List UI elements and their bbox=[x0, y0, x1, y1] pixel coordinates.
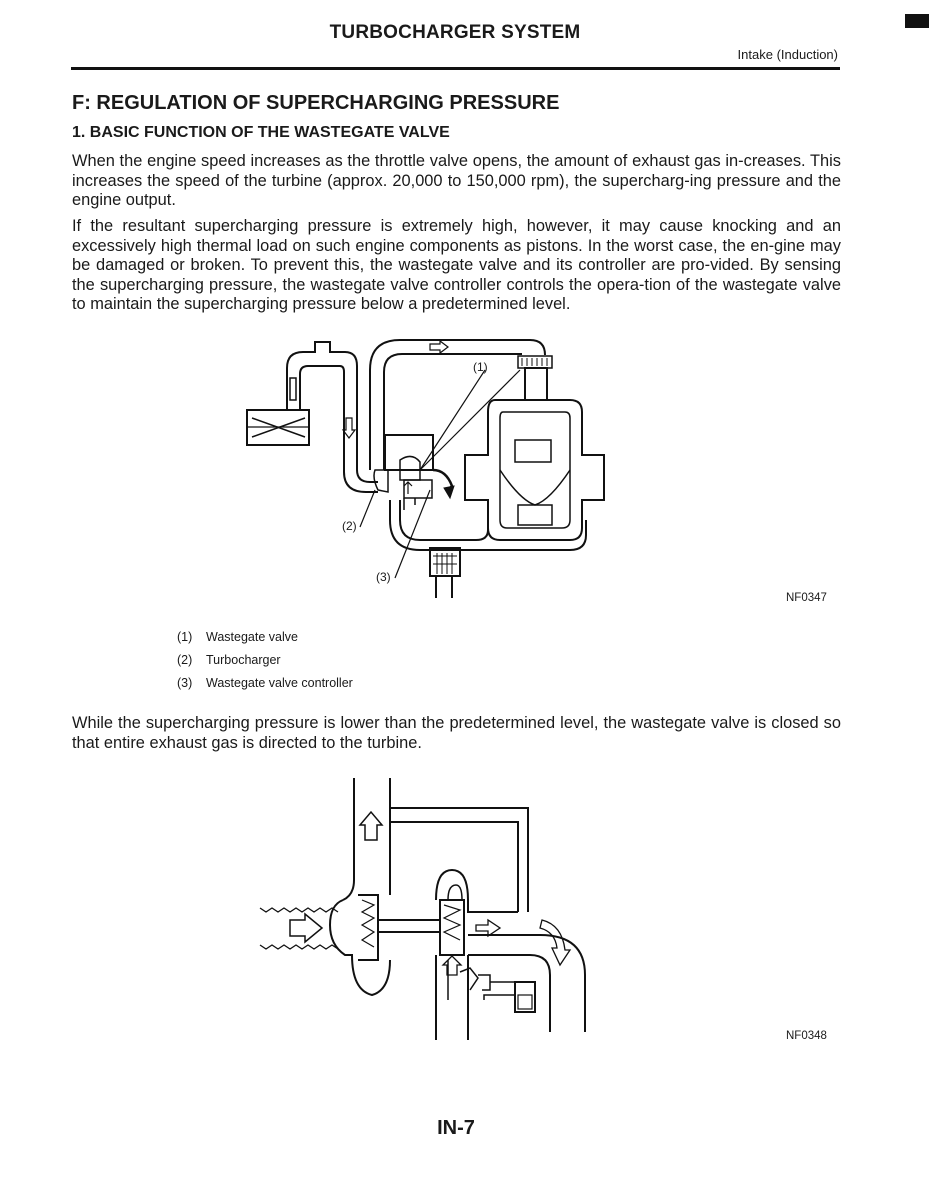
legend-item bbox=[177, 653, 353, 676]
page-header-title: TURBOCHARGER SYSTEM bbox=[329, 22, 581, 43]
legend-number: (3) bbox=[177, 676, 193, 690]
legend-item bbox=[177, 630, 353, 653]
inlet-wave-bottom bbox=[260, 945, 338, 949]
turbine-arrow-icon bbox=[476, 920, 500, 936]
subsection-title: 1. BASIC FUNCTION OF THE WASTEGATE VALVE bbox=[72, 124, 450, 141]
legend-number: (1) bbox=[177, 630, 193, 644]
paragraph-2: If the resultant supercharging pressure is extremely high, however, it may cause knocking and an excessively high thermal load on such engine components as pistons. In the worst case, the en-gine may be damaged or broken. To prevent this, the wastegate valve and its controller are pro-vided. By sensing the supercharging pressure, the wastegate valve controller controls the opera-tion of the wastegate valve to maintain the supercharging pressure below a predetermined level. bbox=[72, 217, 841, 313]
inlet-arrow-icon bbox=[290, 914, 322, 942]
figure-1-callout-2: (2) bbox=[342, 519, 357, 533]
exhaust-pipe-inner bbox=[400, 500, 488, 540]
intake-pipe-inner bbox=[300, 366, 378, 492]
figure-2-code: NF0348 bbox=[786, 1030, 827, 1042]
intake-box bbox=[247, 410, 309, 445]
right-arrow-icon bbox=[430, 341, 448, 353]
section-title: F: REGULATION OF SUPERCHARGING PRESSURE bbox=[72, 92, 560, 114]
exhaust-arrow-icon bbox=[540, 920, 570, 965]
exhaust-outlet bbox=[468, 935, 585, 1032]
turbo-shaft bbox=[378, 920, 440, 932]
legend-label: Wastegate valve bbox=[206, 630, 298, 644]
wastegate-controller bbox=[430, 548, 460, 576]
page-header-subtitle: Intake (Induction) bbox=[737, 47, 838, 62]
figure-1-callout-3: (3) bbox=[376, 570, 391, 584]
paragraph-3: While the supercharging pressure is lower than the predetermined level, the wastegate valve is closed so that entire exhaust gas is directed to the turbine. bbox=[72, 714, 841, 752]
compressor-housing bbox=[330, 900, 390, 995]
engine-block bbox=[465, 400, 604, 540]
header-rule bbox=[71, 67, 840, 70]
figure-1-callout-1: (1) bbox=[473, 360, 488, 374]
outlet-pipe-right bbox=[390, 778, 528, 912]
down-arrow-icon bbox=[343, 418, 355, 438]
intake-pipe-outer bbox=[287, 342, 378, 482]
figure-1-code: NF0347 bbox=[786, 592, 827, 604]
turbocharger-housing bbox=[385, 435, 433, 470]
bypass-arrow-icon bbox=[443, 956, 461, 975]
figure-1-legend bbox=[177, 630, 353, 699]
inlet-wave-top bbox=[260, 908, 338, 912]
wastegate-actuator bbox=[515, 982, 535, 1012]
page-number: IN-7 bbox=[437, 1117, 475, 1139]
legend-label: Wastegate valve controller bbox=[206, 676, 353, 690]
legend-label: Turbocharger bbox=[206, 653, 281, 667]
turbine-housing bbox=[436, 870, 518, 912]
paragraph-1: When the engine speed increases as the throttle valve opens, the amount of exhaust gas in-creases. This increases the speed of the turbine (approx. 20,000 to 150,000 rpm), the supercharg-ing pressure and the engine output. bbox=[72, 152, 841, 209]
legend-item bbox=[177, 676, 353, 699]
up-arrow-icon bbox=[360, 812, 382, 840]
charge-pipe-inner bbox=[384, 354, 522, 470]
outlet-pipe-left bbox=[343, 778, 354, 900]
charge-pipe-outer bbox=[370, 340, 545, 470]
legend-number: (2) bbox=[177, 653, 193, 667]
